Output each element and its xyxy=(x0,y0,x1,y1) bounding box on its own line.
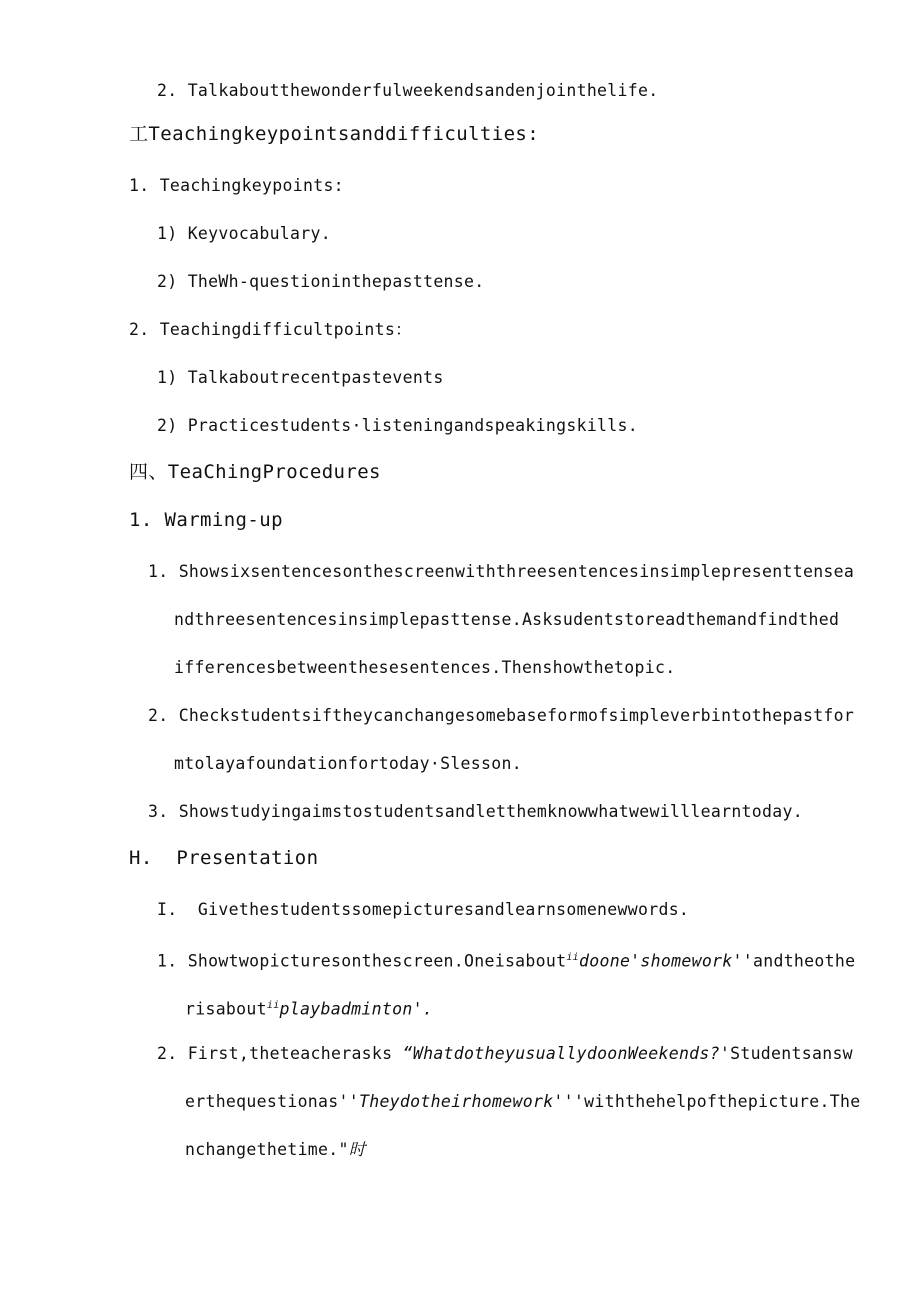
warming-up-heading: 1. Warming-up xyxy=(129,509,283,531)
warmup-step-2-line-2: mtolayafoundationfortoday·Slesson. xyxy=(174,754,522,773)
presentation-step-2-line-3: nchangethetime."时 xyxy=(185,1140,366,1159)
presentation-step-2-line-1: 2. First,theteacherasks “WhatdotheyusuallydoonWeekends?'Studentsansw xyxy=(157,1044,853,1063)
key-point-1: 1) Keyvocabulary. xyxy=(157,224,331,243)
difficult-point-1: 1) Talkaboutrecentpastevents xyxy=(157,368,444,387)
warmup-step-2-line-1: 2. Checkstudentsiftheycanchangesomebaseformofsimpleverbintothepastfor xyxy=(148,706,855,725)
presentation-step-1-line-2: risabout$^{ii}$playbadminton'. xyxy=(185,999,434,1019)
key-points-heading: 1. Teachingkeypoints: xyxy=(129,176,344,195)
warmup-step-1-line-2: ndthreesentencesinsimplepasttense.Asksudentstoreadthemandfindthed xyxy=(174,610,840,629)
warmup-step-1-line-3: ifferencesbetweenthesesentences.Thenshowthetopic. xyxy=(174,658,676,677)
presentation-step-2-line-2: erthequestionas''Theydotheirhomework'''withthehelpofthepicture.The xyxy=(185,1092,861,1111)
key-point-2: 2) TheWh-questioninthepasttense. xyxy=(157,272,485,291)
difficult-point-2: 2) Practicestudents·listeningandspeakingskills. xyxy=(157,416,638,435)
presentation-step-1-line-1: 1. Showtwopicturesonthescreen.Oneisabout$^{ii}$doone'shomework''andtheothe xyxy=(157,951,856,971)
warmup-step-1-line-1: 1. Showsixsentencesonthescreenwiththreesentencesinsimplepresenttensea xyxy=(148,562,855,581)
presentation-heading: H. Presentation xyxy=(129,847,319,869)
difficult-points-heading: 2. Teachingdifficultpoints： xyxy=(129,320,412,339)
objective-2: 2. Talkaboutthewonderfulweekendsandenjointhelife. xyxy=(157,81,659,100)
section-heading-procedures: 四、TeaChingProcedures xyxy=(129,461,381,483)
warmup-step-3: 3. Showstudyingaimstostudentsandletthemknowwhatwewilllearntoday. xyxy=(148,802,803,821)
presentation-item-I: I. Givethestudentssomepicturesandlearnsomenewwords. xyxy=(157,900,690,919)
section-heading-key-points: 工Teachingkeypointsanddifficulties: xyxy=(129,123,540,145)
